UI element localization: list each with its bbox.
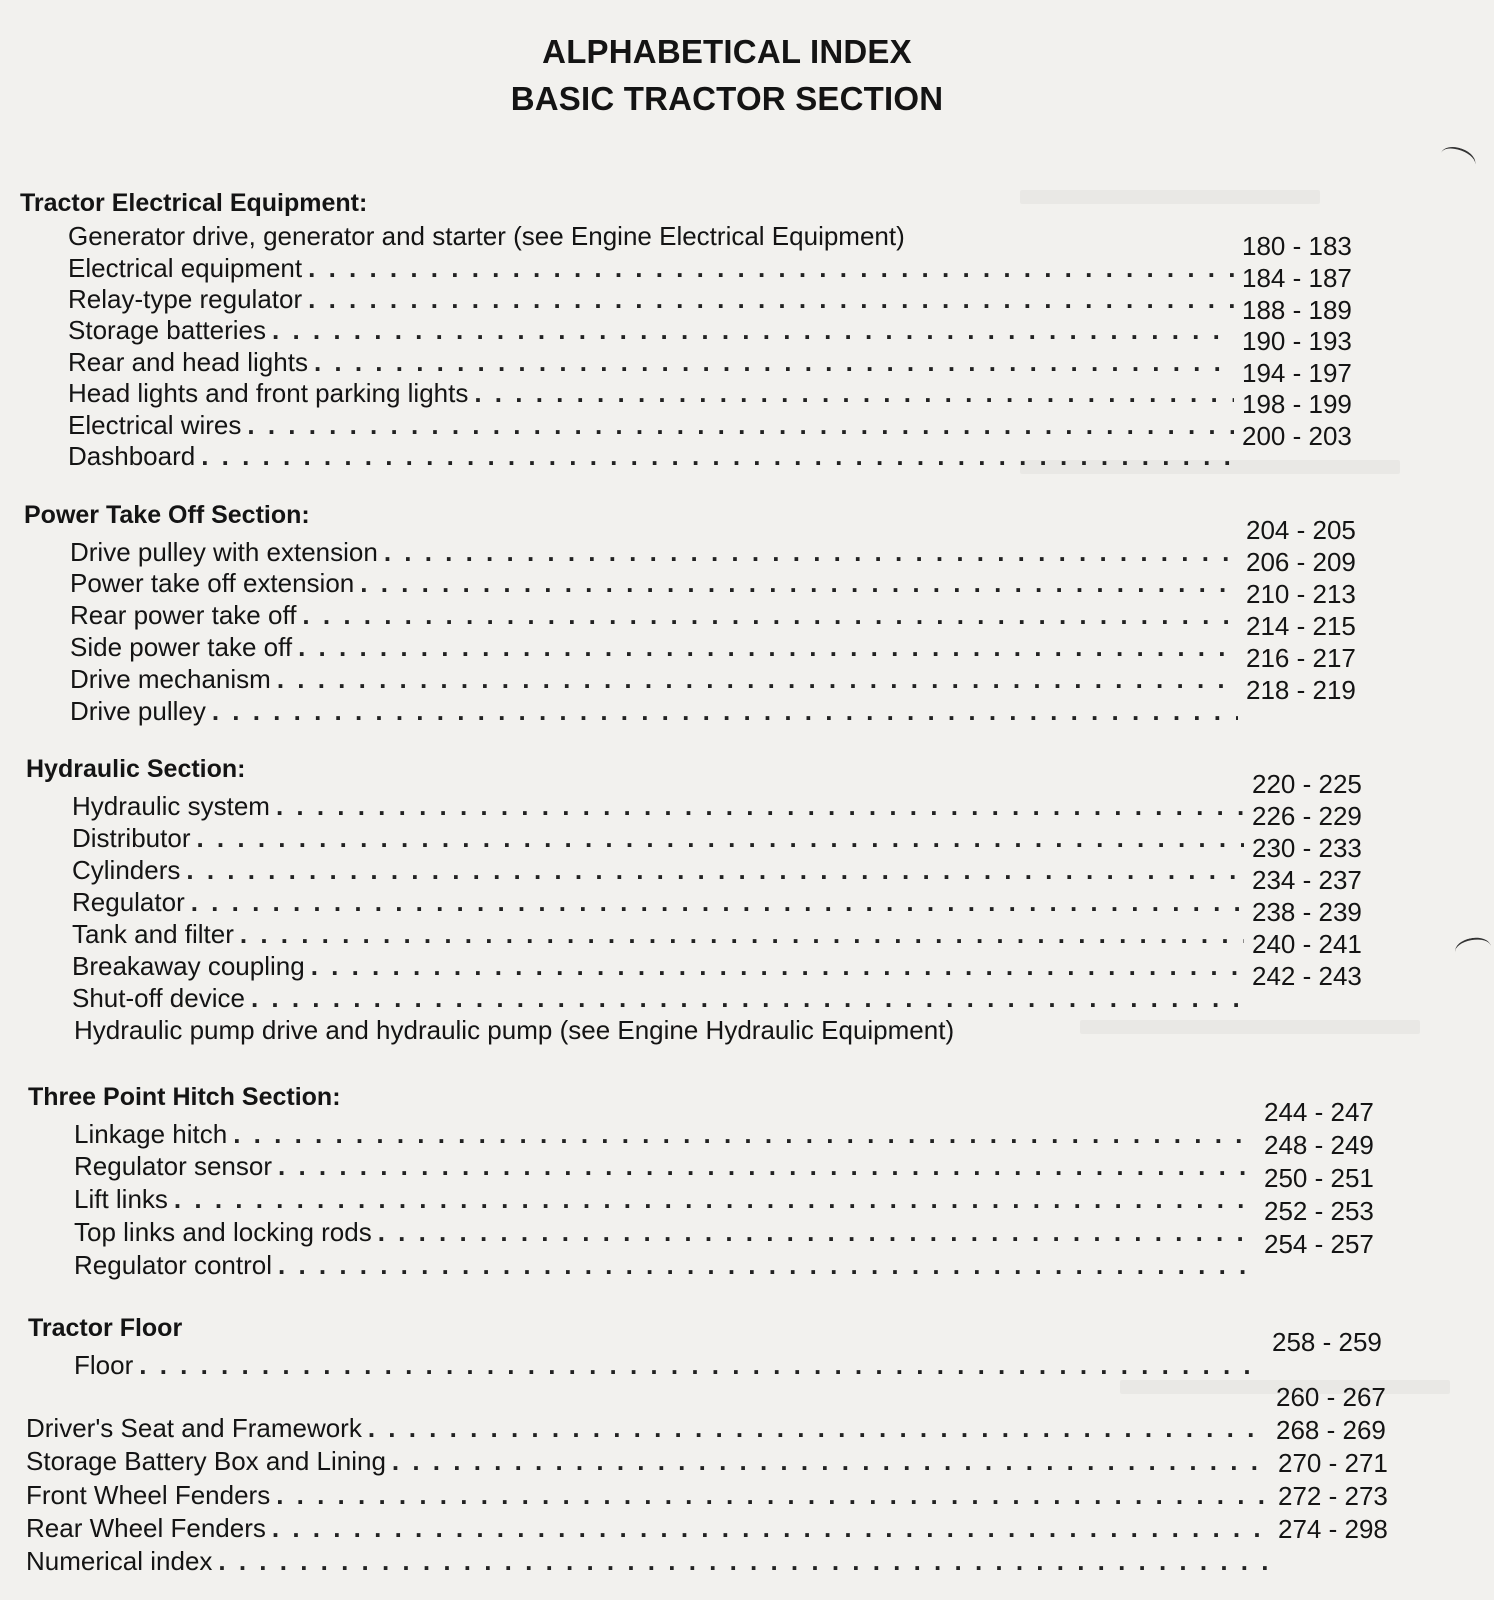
- entry-label: Electrical equipment: [68, 253, 303, 283]
- leader-dots: [302, 599, 1238, 631]
- entry-pages: 252 - 253: [1264, 1196, 1374, 1226]
- index-entry: [68, 314, 1240, 346]
- index-entry: [70, 567, 1244, 599]
- index-entry: [72, 886, 1250, 918]
- binding-hole-mark: [1453, 935, 1492, 963]
- index-entry: [74, 1216, 1262, 1248]
- entry-label: Relay-type regulator: [68, 284, 303, 314]
- index-entry: [70, 599, 1244, 631]
- entry-label: Storage batteries: [68, 315, 267, 345]
- entry-label: Linkage hitch: [74, 1119, 228, 1149]
- entry-label: Tank and filter: [72, 919, 234, 949]
- leader-dots: [278, 1249, 1256, 1281]
- entry-pages: 194 - 197: [1242, 358, 1352, 388]
- entry-label: Power take off extension: [70, 568, 355, 598]
- leader-dots: [247, 409, 1234, 441]
- leader-dots: [276, 1479, 1270, 1511]
- entry-label: Drive pulley: [70, 696, 206, 726]
- entry-pages: 210 - 213: [1246, 579, 1356, 609]
- leader-dots: [308, 252, 1234, 284]
- entry-pages: 234 - 237: [1252, 865, 1362, 895]
- entry-label: Rear Wheel Fenders: [26, 1513, 266, 1543]
- entry-pages: 242 - 243: [1252, 961, 1362, 991]
- entry-pages: 274 - 298: [1278, 1514, 1388, 1544]
- index-subtitle: BASIC TRACTOR SECTION: [510, 80, 944, 117]
- entry-label: Lift links: [74, 1184, 168, 1214]
- index-entry: [74, 1118, 1262, 1150]
- entry-label: Hydraulic system: [72, 791, 270, 821]
- leader-dots: [378, 1216, 1256, 1248]
- leader-dots: [308, 283, 1234, 315]
- entry-pages: 216 - 217: [1246, 643, 1356, 673]
- entry-label: Electrical wires: [68, 410, 242, 440]
- index-entry: [74, 1183, 1262, 1215]
- entry-pages: 258 - 259: [1272, 1327, 1382, 1357]
- index-entry: [74, 1150, 1262, 1182]
- section-heading-electrical: Tractor Electrical Equipment:: [20, 189, 368, 217]
- index-entry: [68, 409, 1240, 441]
- index-entry: [70, 631, 1244, 663]
- entry-pages: 226 - 229: [1252, 801, 1362, 831]
- entry-label: Driver's Seat and Framework: [26, 1413, 362, 1443]
- leader-dots: [360, 567, 1238, 599]
- index-entry: [26, 1512, 1276, 1544]
- entry-label: Regulator control: [74, 1250, 272, 1280]
- entry-pages: 220 - 225: [1252, 769, 1362, 799]
- index-entry: [72, 854, 1250, 886]
- index-entry: [68, 377, 1240, 409]
- leader-dots: [240, 918, 1244, 950]
- entry-pages: 244 - 247: [1264, 1097, 1374, 1127]
- entry-label: Top links and locking rods: [74, 1217, 372, 1247]
- entry-pages: 248 - 249: [1264, 1130, 1374, 1160]
- index-title: ALPHABETICAL INDEX: [542, 33, 912, 70]
- entry-note: Hydraulic pump drive and hydraulic pump (see Engine Hydraulic Equipment): [74, 1015, 955, 1045]
- leader-dots: [139, 1349, 1264, 1381]
- leader-dots: [314, 346, 1234, 378]
- index-entry: [72, 790, 1250, 822]
- bleed-through: [1080, 1020, 1420, 1034]
- entry-label: Drive mechanism: [70, 664, 271, 694]
- entry-label: Breakaway coupling: [72, 951, 305, 981]
- index-entry: [68, 346, 1240, 378]
- entry-pages: 230 - 233: [1252, 833, 1362, 863]
- entry-pages: 240 - 241: [1252, 929, 1362, 959]
- leader-dots: [298, 631, 1238, 663]
- index-entry: [26, 1545, 1276, 1577]
- leader-dots: [196, 822, 1244, 854]
- leader-dots: [201, 440, 1234, 472]
- entry-pages: 260 - 267: [1276, 1382, 1386, 1412]
- entry-pages: 180 - 183: [1242, 231, 1352, 261]
- leader-dots: [191, 886, 1244, 918]
- entry-label: Numerical index: [26, 1546, 213, 1576]
- section-heading-hydraulic: Hydraulic Section:: [26, 755, 246, 783]
- entry-pages: 204 - 205: [1246, 515, 1356, 545]
- leader-dots: [251, 982, 1244, 1014]
- index-entry: [68, 252, 1240, 284]
- entry-pages: 200 - 203: [1242, 421, 1352, 451]
- index-entry: [72, 918, 1250, 950]
- entry-pages: 190 - 193: [1242, 326, 1352, 356]
- entry-label: Distributor: [72, 823, 191, 853]
- leader-dots: [212, 695, 1238, 727]
- binding-hole-mark: [1437, 143, 1478, 176]
- index-entry: [72, 950, 1250, 982]
- entry-label: Drive pulley with extension: [70, 537, 378, 567]
- entry-label: Cylinders: [72, 855, 181, 885]
- index-entry: [26, 1479, 1276, 1511]
- entry-pages: 184 - 187: [1242, 263, 1352, 293]
- index-entry: [70, 663, 1244, 695]
- section-heading-hitch: Three Point Hitch Section:: [28, 1083, 341, 1111]
- leader-dots: [368, 1412, 1268, 1444]
- entry-note: Generator drive, generator and starter (see Engine Electrical Equipment): [68, 221, 905, 251]
- entry-label: Shut-off device: [72, 983, 245, 1013]
- leader-dots: [272, 314, 1234, 346]
- entry-pages: 272 - 273: [1278, 1481, 1388, 1511]
- leader-dots: [278, 1150, 1256, 1182]
- leader-dots: [311, 950, 1244, 982]
- entry-pages: 198 - 199: [1242, 389, 1352, 419]
- section-heading-pto: Power Take Off Section:: [24, 501, 310, 529]
- leader-dots: [174, 1183, 1256, 1215]
- leader-dots: [218, 1545, 1270, 1577]
- entry-label: Head lights and front parking lights: [68, 378, 469, 408]
- index-entry: [72, 822, 1250, 854]
- entry-label: Rear power take off: [70, 600, 297, 630]
- leader-dots: [186, 854, 1244, 886]
- index-entry: [70, 695, 1244, 727]
- bleed-through: [1020, 190, 1320, 204]
- index-entry: [26, 1412, 1274, 1444]
- entry-label: Storage Battery Box and Lining: [26, 1446, 386, 1476]
- leader-dots: [392, 1445, 1270, 1477]
- leader-dots: [276, 790, 1244, 822]
- section-heading-floor: Tractor Floor: [28, 1314, 183, 1342]
- leader-dots: [277, 663, 1238, 695]
- index-entry: [68, 283, 1240, 315]
- index-entry: [26, 1445, 1276, 1477]
- entry-pages: 214 - 215: [1246, 611, 1356, 641]
- entry-pages: 270 - 271: [1278, 1448, 1388, 1478]
- index-entry: [70, 536, 1244, 568]
- entry-pages: 188 - 189: [1242, 295, 1352, 325]
- entry-label: Regulator sensor: [74, 1151, 272, 1181]
- index-entry: [74, 1249, 1262, 1281]
- leader-dots: [272, 1512, 1270, 1544]
- leader-dots: [474, 377, 1234, 409]
- entry-label: Regulator: [72, 887, 185, 917]
- entry-pages: 218 - 219: [1246, 675, 1356, 705]
- entry-label: Side power take off: [70, 632, 293, 662]
- entry-pages: 206 - 209: [1246, 547, 1356, 577]
- entry-pages: 268 - 269: [1276, 1415, 1386, 1445]
- leader-dots: [384, 536, 1238, 568]
- entry-pages: 238 - 239: [1252, 897, 1362, 927]
- leader-dots: [233, 1118, 1256, 1150]
- entry-pages: 250 - 251: [1264, 1163, 1374, 1193]
- entry-pages: 254 - 257: [1264, 1229, 1374, 1259]
- entry-label: Rear and head lights: [68, 347, 308, 377]
- index-entry: [68, 440, 1240, 472]
- entry-label: Floor: [74, 1350, 134, 1380]
- entry-label: Front Wheel Fenders: [26, 1480, 271, 1510]
- index-entry: [74, 1349, 1270, 1381]
- index-entry: [72, 982, 1250, 1014]
- entry-label: Dashboard: [68, 441, 196, 471]
